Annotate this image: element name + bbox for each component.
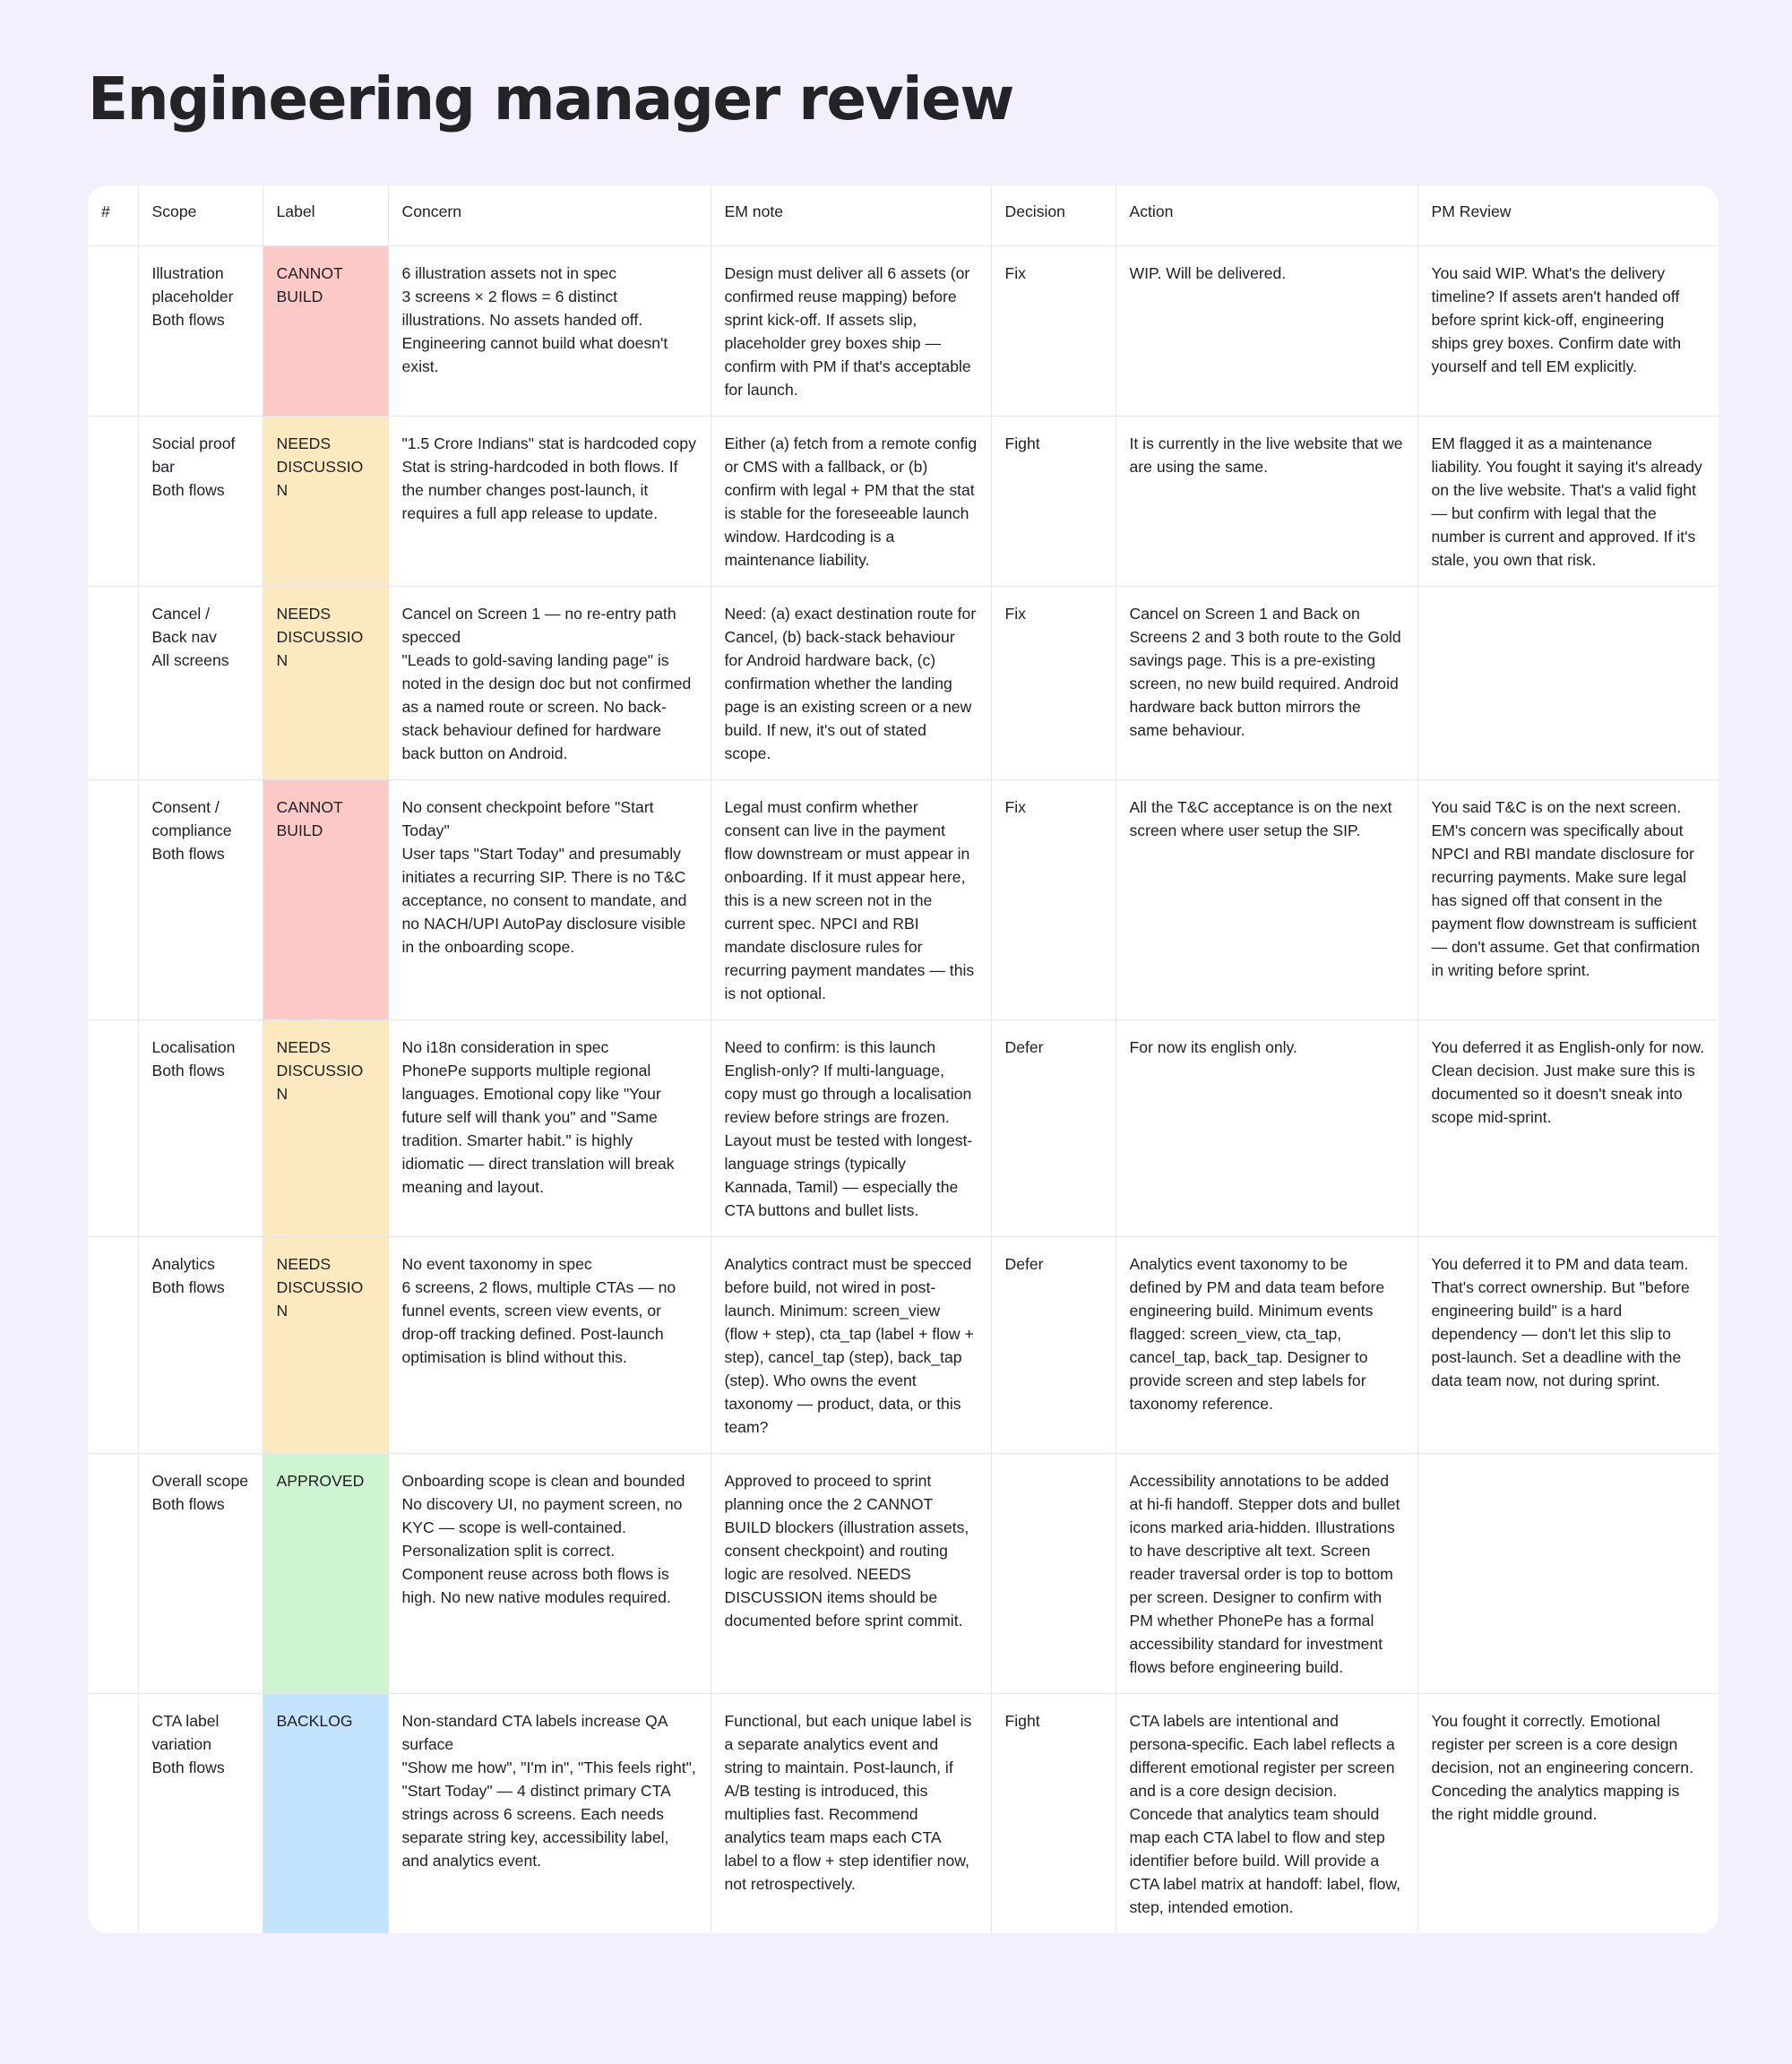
row-concern: [388, 1237, 711, 1454]
review-table-card: [88, 185, 1719, 1933]
row-decision: Fix: [991, 246, 1116, 417]
row-scope: [138, 246, 263, 417]
label-text-line: DISCUSSION: [276, 1278, 364, 1320]
scope-flows: Both flows: [151, 1495, 225, 1513]
label-text-line: DISCUSSION: [276, 628, 364, 669]
row-action: WIP. Will be delivered.: [1116, 246, 1417, 417]
row-decision: [991, 1454, 1116, 1694]
scope-flows: Both flows: [151, 845, 225, 863]
scope-title: Analytics: [151, 1255, 215, 1273]
row-em-note: Need: (a) exact destination route for Cancel, (b) back-stack behaviour for Android hardware back, (c) confirmation whether the landing page is an existing screen or a new build. If new, it's out of stated scope.: [711, 587, 991, 780]
row-pm-review: [1417, 1454, 1719, 1694]
label-text-line: BACKLOG: [276, 1712, 353, 1730]
concern-title: No i18n consideration in spec: [401, 1038, 609, 1056]
scope-title: Consent / compliance: [151, 798, 232, 839]
review-table: [88, 185, 1719, 1933]
row-action: For now its english only.: [1116, 1020, 1417, 1237]
row-decision: Fight: [991, 417, 1116, 587]
row-decision: Fight: [991, 1694, 1116, 1934]
label-needs-discussion: [263, 587, 388, 780]
scope-title: Cancel / Back nav: [151, 605, 217, 646]
row-decision: Defer: [991, 1020, 1116, 1237]
row-number: [88, 780, 138, 1020]
row-em-note: Approved to proceed to sprint planning once the 2 CANNOT BUILD blockers (illustration assets, consent checkpoint) and routing logic are resolved. NEEDS DISCUSSION items should be documented before sprint commit.: [711, 1454, 991, 1694]
row-action: It is currently in the live website that we are using the same.: [1116, 417, 1417, 587]
scope-flows: All screens: [151, 651, 229, 669]
row-number: [88, 1020, 138, 1237]
row-decision: Fix: [991, 780, 1116, 1020]
scope-flows: Both flows: [151, 311, 225, 329]
row-concern: [388, 1020, 711, 1237]
header-number: #: [88, 185, 138, 246]
row-pm-review: [1417, 587, 1719, 780]
page-title: Engineering manager review: [88, 64, 1013, 133]
row-scope: [138, 1694, 263, 1934]
header-pm-review: PM Review: [1417, 185, 1719, 246]
label-needs-discussion: [263, 1020, 388, 1237]
label-needs-discussion: [263, 1237, 388, 1454]
table-row: [88, 417, 1719, 587]
concern-title: Onboarding scope is clean and bounded: [401, 1472, 685, 1490]
row-action: Accessibility annotations to be added at hi-fi handoff. Stepper dots and bullet icons marked aria-hidden. Illustrations to have descriptive alt text. Screen reader traversal order is top to bottom per screen. Designer to confirm with PM whether PhonePe has a formal accessibility standard for investment flows before engineering build.: [1116, 1454, 1417, 1694]
concern-detail: 3 screens × 2 flows = 6 distinct illustrations. No assets handed off. Engineering cannot build what doesn't exist.: [401, 288, 668, 375]
row-pm-review: You deferred it to PM and data team. That's correct ownership. But "before engineering build" is a hard dependency — don't let this slip to post-launch. Set a deadline with the data team now, not during sprint.: [1417, 1237, 1719, 1454]
label-text-line: NEEDS: [276, 1255, 332, 1273]
header-decision: Decision: [991, 185, 1116, 246]
table-row: [88, 587, 1719, 780]
label-text-line: NEEDS: [276, 1038, 332, 1056]
row-concern: [388, 587, 711, 780]
table-header-row: [88, 185, 1719, 246]
row-concern: [388, 417, 711, 587]
row-decision: Fix: [991, 587, 1116, 780]
row-em-note: Legal must confirm whether consent can live in the payment flow downstream or must appear in onboarding. If it must appear here, this is a new screen not in the current spec. NPCI and RBI mandate disclosure rules for recurring payment mandates — this is not optional.: [711, 780, 991, 1020]
row-number: [88, 1237, 138, 1454]
row-number: [88, 587, 138, 780]
row-scope: [138, 1237, 263, 1454]
row-scope: [138, 1454, 263, 1694]
row-em-note: Analytics contract must be specced before build, not wired in post-launch. Minimum: screen_view (flow + step), cta_tap (label + flow + step), cancel_tap (step), back_tap (step). Who owns the event taxonomy — product, data, or this team?: [711, 1237, 991, 1454]
label-text-line: DISCUSSION: [276, 458, 364, 499]
scope-title: Localisation: [151, 1038, 236, 1056]
label-text-line: NEEDS: [276, 605, 332, 623]
scope-title: Illustration placeholder: [151, 264, 234, 305]
row-decision: Defer: [991, 1237, 1116, 1454]
row-concern: [388, 246, 711, 417]
row-number: [88, 1694, 138, 1934]
concern-title: Cancel on Screen 1 — no re-entry path specced: [401, 605, 676, 646]
row-action: Analytics event taxonomy to be defined by PM and data team before engineering build. Minimum events flagged: screen_view, cta_tap, cancel_tap, back_tap. Designer to provide screen and step labels for taxonomy reference.: [1116, 1237, 1417, 1454]
concern-title: 6 illustration assets not in spec: [401, 264, 617, 282]
row-concern: [388, 1694, 711, 1934]
row-pm-review: You said WIP. What's the delivery timeline? If assets aren't handed off before sprint kick-off, engineering ships grey boxes. Confirm date with yourself and tell EM explicitly.: [1417, 246, 1719, 417]
row-number: [88, 246, 138, 417]
row-scope: [138, 1020, 263, 1237]
label-text-line: BUILD: [276, 821, 323, 839]
table-row: [88, 246, 1719, 417]
row-action: All the T&C acceptance is on the next screen where user setup the SIP.: [1116, 780, 1417, 1020]
scope-title: Overall scope: [151, 1472, 249, 1490]
concern-detail: "Leads to gold-saving landing page" is noted in the design doc but not confirmed as a named route or screen. No back-stack behaviour defined for hardware back button on Android.: [401, 651, 692, 762]
concern-detail: Stat is string-hardcoded in both flows. If the number changes post-launch, it requires a full app release to update.: [401, 458, 678, 522]
concern-detail: 6 screens, 2 flows, multiple CTAs — no funnel events, screen view events, or drop-off tracking defined. Post-launch optimisation is blind without this.: [401, 1278, 676, 1366]
label-text-line: DISCUSSION: [276, 1062, 364, 1103]
scope-title: CTA label variation: [151, 1712, 220, 1753]
concern-detail: PhonePe supports multiple regional languages. Emotional copy like "Your future self will thank you" and "Same tradition. Smarter habit." is highly idiomatic — direct translation will break meaning and layout.: [401, 1062, 675, 1196]
row-concern: [388, 780, 711, 1020]
concern-title: "1.5 Crore Indians" stat is hardcoded copy: [401, 434, 696, 452]
scope-flows: Both flows: [151, 481, 225, 499]
table-row: [88, 1020, 1719, 1237]
row-action: CTA labels are intentional and persona-specific. Each label reflects a different emotional register per screen and is a core design decision. Concede that analytics team should map each CTA label to flow and step identifier before build. Will provide a CTA label matrix at handoff: label, flow, step, intended emotion.: [1116, 1694, 1417, 1934]
row-em-note: Either (a) fetch from a remote config or CMS with a fallback, or (b) confirm with legal + PM that the stat is stable for the foreseeable launch window. Hardcoding is a maintenance liability.: [711, 417, 991, 587]
label-text-line: CANNOT: [276, 264, 343, 282]
header-em-note: EM note: [711, 185, 991, 246]
concern-title: No event taxonomy in spec: [401, 1255, 592, 1273]
label-text-line: APPROVED: [276, 1472, 365, 1490]
concern-title: No consent checkpoint before "Start Today": [401, 798, 654, 839]
row-pm-review: You fought it correctly. Emotional register per screen is a core design decision, not an engineering concern. Conceding the analytics mapping is the right middle ground.: [1431, 1712, 1693, 1823]
scope-flows: Both flows: [151, 1278, 225, 1296]
label-text-line: BUILD: [276, 288, 323, 305]
row-scope: [138, 780, 263, 1020]
label-needs-discussion: [263, 417, 388, 587]
row-pm-review: You deferred it as English-only for now. Clean decision. Just make sure this is documented so it doesn't sneak into scope mid-sprint.: [1417, 1020, 1719, 1237]
table-row: [88, 1694, 1719, 1934]
row-concern: [388, 1454, 711, 1694]
label-cannot-build: [263, 246, 388, 417]
concern-detail: No discovery UI, no payment screen, no KYC — scope is well-contained. Personalization split is correct. Component reuse across both flows is high. No new native modules required.: [401, 1495, 683, 1606]
label-approved: [263, 1454, 388, 1694]
row-action: Cancel on Screen 1 and Back on Screens 2 and 3 both route to the Gold savings page. This is a pre-existing screen, no new build required. Android hardware back button mirrors the same behaviour.: [1116, 587, 1417, 780]
concern-title: Non-standard CTA labels increase QA surface: [401, 1712, 668, 1753]
label-text-line: NEEDS: [276, 434, 332, 452]
scope-title: Social proof bar: [151, 434, 236, 476]
header-action: Action: [1116, 185, 1417, 246]
table-row: [88, 1237, 1719, 1454]
concern-detail: "Show me how", "I'm in", "This feels right", "Start Today" — 4 distinct primary CTA strings across 6 screens. Each needs separate string key, accessibility label, and analytics event.: [401, 1759, 696, 1870]
row-scope: [138, 417, 263, 587]
row-pm-review: EM flagged it as a maintenance liability. You fought it saying it's already on the live website. That's a valid fight — but confirm with legal that the number is current and approved. If it's stale, you own that risk.: [1417, 417, 1719, 587]
row-em-note: Functional, but each unique label is a separate analytics event and string to maintain. Post-launch, if A/B testing is introduced, this multiplies fast. Recommend analytics team maps each CTA label to a flow + step identifier now, not retrospectively.: [711, 1694, 991, 1934]
header-concern: Concern: [388, 185, 711, 246]
header-label: Label: [263, 185, 388, 246]
table-row: [88, 780, 1719, 1020]
label-text-line: CANNOT: [276, 798, 343, 816]
scope-flows: Both flows: [151, 1759, 225, 1776]
header-scope: Scope: [138, 185, 263, 246]
row-number: [88, 1454, 138, 1694]
row-scope: [138, 587, 263, 780]
label-backlog: [263, 1694, 388, 1934]
row-em-note: Need to confirm: is this launch English-only? If multi-language, copy must go through a localisation review before strings are frozen. Layout must be tested with longest-language strings (typically Kannada, Tamil) — especially the CTA buttons and bullet lists.: [711, 1020, 991, 1237]
concern-detail: User taps "Start Today" and presumably initiates a recurring SIP. There is no T&C acceptance, no consent to mandate, and no NACH/UPI AutoPay disclosure visible in the onboarding scope.: [401, 845, 687, 956]
table-row: [88, 1454, 1719, 1694]
scope-flows: Both flows: [151, 1062, 225, 1079]
row-number: [88, 417, 138, 587]
label-cannot-build: [263, 780, 388, 1020]
row-em-note: Design must deliver all 6 assets (or confirmed reuse mapping) before sprint kick-off. If assets slip, placeholder grey boxes ship — confirm with PM if that's acceptable for launch.: [711, 246, 991, 417]
row-pm-review: You said T&C is on the next screen. EM's concern was specifically about NPCI and RBI mandate disclosure for recurring payments. Make sure legal has signed off that consent in the payment flow downstream is sufficient — don't assume. Get that confirmation in writing before sprint.: [1417, 780, 1719, 1020]
